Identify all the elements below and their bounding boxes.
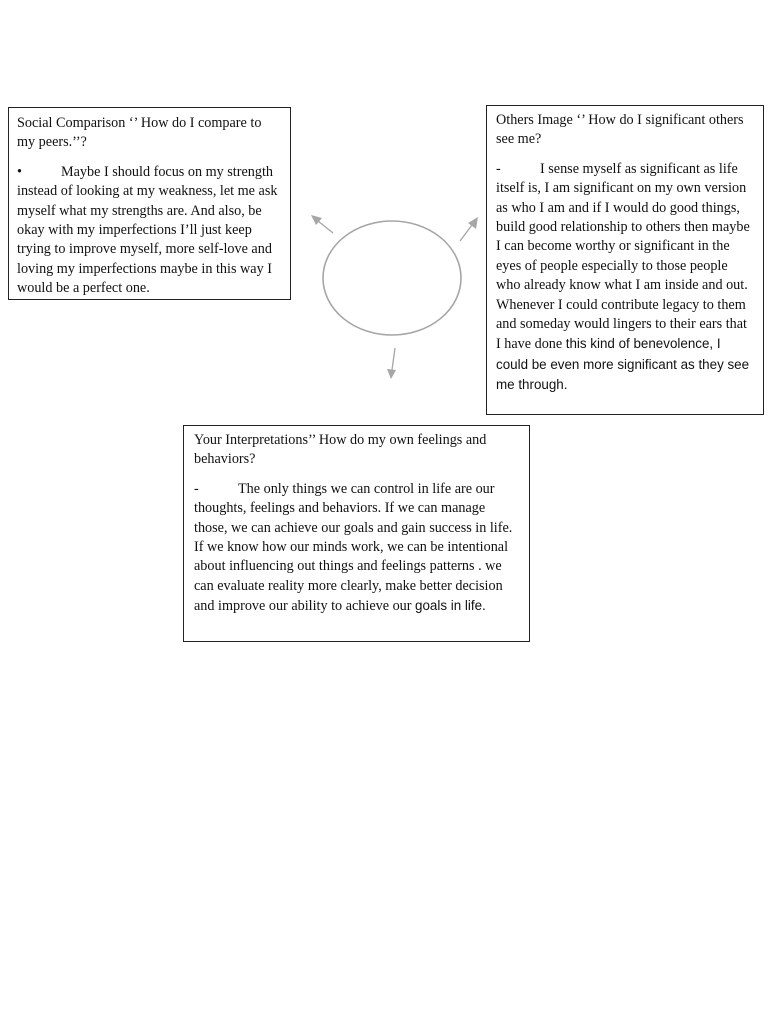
center-circle	[323, 221, 461, 335]
social-comparison-box	[8, 107, 291, 300]
social-comparison-text	[17, 163, 282, 299]
your-interpretations-body-tail: goals in life.	[415, 598, 486, 614]
your-interpretations-box	[183, 425, 530, 642]
arrow-to-social-comparison	[311, 215, 333, 233]
social-comparison-body: Maybe I should focus on my strength instead of looking at my weakness, let me ask myself what my strengths are. And also, be okay with my imperfections I’ll just keep trying to improve myself, more self-love and loving my imperfections maybe in this way I would be a perfect one.	[17, 163, 278, 297]
arrow-to-others-image	[460, 217, 478, 241]
dash-marker: -	[194, 480, 199, 497]
your-interpretations-body: The only things we can control in life are our thoughts, feelings and behaviors. If we can manage those, we can achieve our goals and gain success in life. If we know how our minds work, we can be intentional about influencing out things and feelings patterns . we can evaluate reality more clearly, make better decision and improve our ability to achieve our	[194, 480, 513, 615]
dash-marker: -	[496, 160, 501, 177]
others-image-box	[486, 105, 764, 415]
your-interpretations-title: Your Interpretations’’ How do my own feelings and behaviors?	[194, 432, 487, 468]
arrow-to-your-interpretations	[387, 348, 396, 379]
others-image-text	[496, 160, 755, 396]
your-interpretations-text	[194, 480, 521, 617]
others-image-body-tail: this kind of benevolence, I could be even more significant as they see me through.	[496, 336, 750, 393]
others-image-title: Others Image ‘’ How do I significant others see me?	[496, 112, 744, 148]
bullet-marker: •	[17, 163, 22, 180]
social-comparison-title: Social Comparison ‘’ How do I compare to my peers.’’?	[17, 115, 262, 151]
others-image-body: I sense myself as significant as life itself is, I am significant on my own version as who I am and if I would do good things, build good relationship to others then maybe I can become worthy or significant in the eyes of people especially to those people who already know what I am inside and out. Whenever I could contribute legacy to them and someday would lingers to their ears that I have done	[496, 160, 750, 353]
